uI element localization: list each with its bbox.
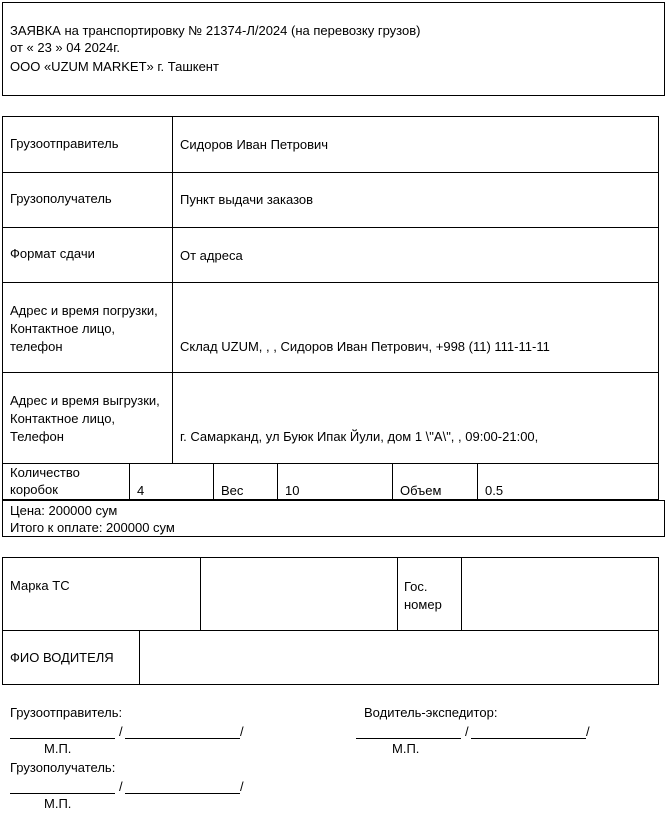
driver-name-label: ФИО ВОДИТЕЛЯ: [10, 650, 114, 665]
boxes-label: Количество коробок: [10, 465, 80, 497]
driver-signature-line: [356, 738, 461, 739]
request-title: ЗАЯВКА на транспортировку № 21374-Л/2024 (на перевозку грузов): [10, 23, 421, 38]
weight-value: 10: [285, 483, 300, 498]
driver-stamp-label: М.П.: [392, 741, 420, 756]
qty-divider: [213, 463, 214, 500]
receiver-signature-line: [10, 793, 115, 794]
qty-divider: [392, 463, 393, 500]
loading-address-value: Склад UZUM, , , Сидоров Иван Петрович, +998 (11) 111-11-11: [180, 339, 550, 354]
driver-name-line: [471, 738, 586, 739]
shipper-label: Грузоотправитель: [10, 136, 119, 151]
signature-separator: /: [119, 779, 123, 794]
unloading-address-value: г. Самарканд, ул Буюк Ипак Йули, дом 1 \"А\", , 09:00-21:00,: [180, 429, 539, 444]
loading-address-label: Адрес и время погрузки, Контактное лицо, телефон: [10, 303, 158, 354]
vehicle-brand-value[interactable]: [208, 577, 388, 595]
vehicle-divider: [461, 557, 462, 630]
row-divider: [2, 372, 659, 373]
delivery-format-label: Формат сдачи: [10, 246, 95, 261]
weight-label: Вес: [221, 483, 244, 498]
receiver-signature-label: Грузополучатель:: [10, 760, 116, 775]
plate-number-label: Гос. номер: [404, 579, 442, 612]
unloading-address-label: Адрес и время выгрузки, Контактное лицо, Телефон: [10, 393, 160, 444]
driver-signature-label: Водитель-экспедитор:: [364, 705, 498, 720]
shipper-signature-line: [10, 738, 115, 739]
row-divider: [2, 227, 659, 228]
vehicle-divider: [397, 557, 398, 630]
driver-divider: [139, 630, 140, 685]
delivery-format-value: От адреса: [180, 248, 243, 263]
driver-name-value[interactable]: [148, 649, 648, 667]
request-date: от « 23 » 04 2024г.: [10, 40, 121, 55]
qty-divider: [129, 463, 130, 500]
company-name: ООО «UZUM MARKET» г. Ташкент: [10, 59, 219, 74]
vehicle-row-divider: [2, 630, 659, 631]
vehicle-brand-label: Марка ТС: [10, 578, 70, 593]
qty-divider: [477, 463, 478, 500]
qty-divider: [277, 463, 278, 500]
volume-value: 0.5: [485, 483, 504, 498]
receiver-value: Пункт выдачи заказов: [180, 192, 314, 207]
vehicle-divider: [200, 557, 201, 630]
total-line: Итого к оплате: 200000 сум: [10, 520, 175, 535]
receiver-name-line: [125, 793, 240, 794]
volume-label: Объем: [400, 483, 442, 498]
receiver-label: Грузополучатель: [10, 191, 112, 206]
signature-separator: /: [119, 724, 123, 739]
signature-separator: /: [586, 724, 590, 739]
signature-separator: /: [465, 724, 469, 739]
price-line: Цена: 200000 сум: [10, 503, 118, 518]
shipper-signature-label: Грузоотправитель:: [10, 705, 123, 720]
shipper-value: Сидоров Иван Петрович: [180, 137, 329, 152]
signature-separator: /: [240, 779, 244, 794]
receiver-stamp-label: М.П.: [44, 796, 72, 811]
signature-separator: /: [240, 724, 244, 739]
row-divider: [2, 282, 659, 283]
row-divider: [2, 172, 659, 173]
boxes-value: 4: [137, 483, 145, 498]
shipper-stamp-label: М.П.: [44, 741, 72, 756]
plate-number-value[interactable]: [469, 577, 649, 595]
shipper-name-line: [125, 738, 240, 739]
main-table-divider: [172, 116, 173, 463]
